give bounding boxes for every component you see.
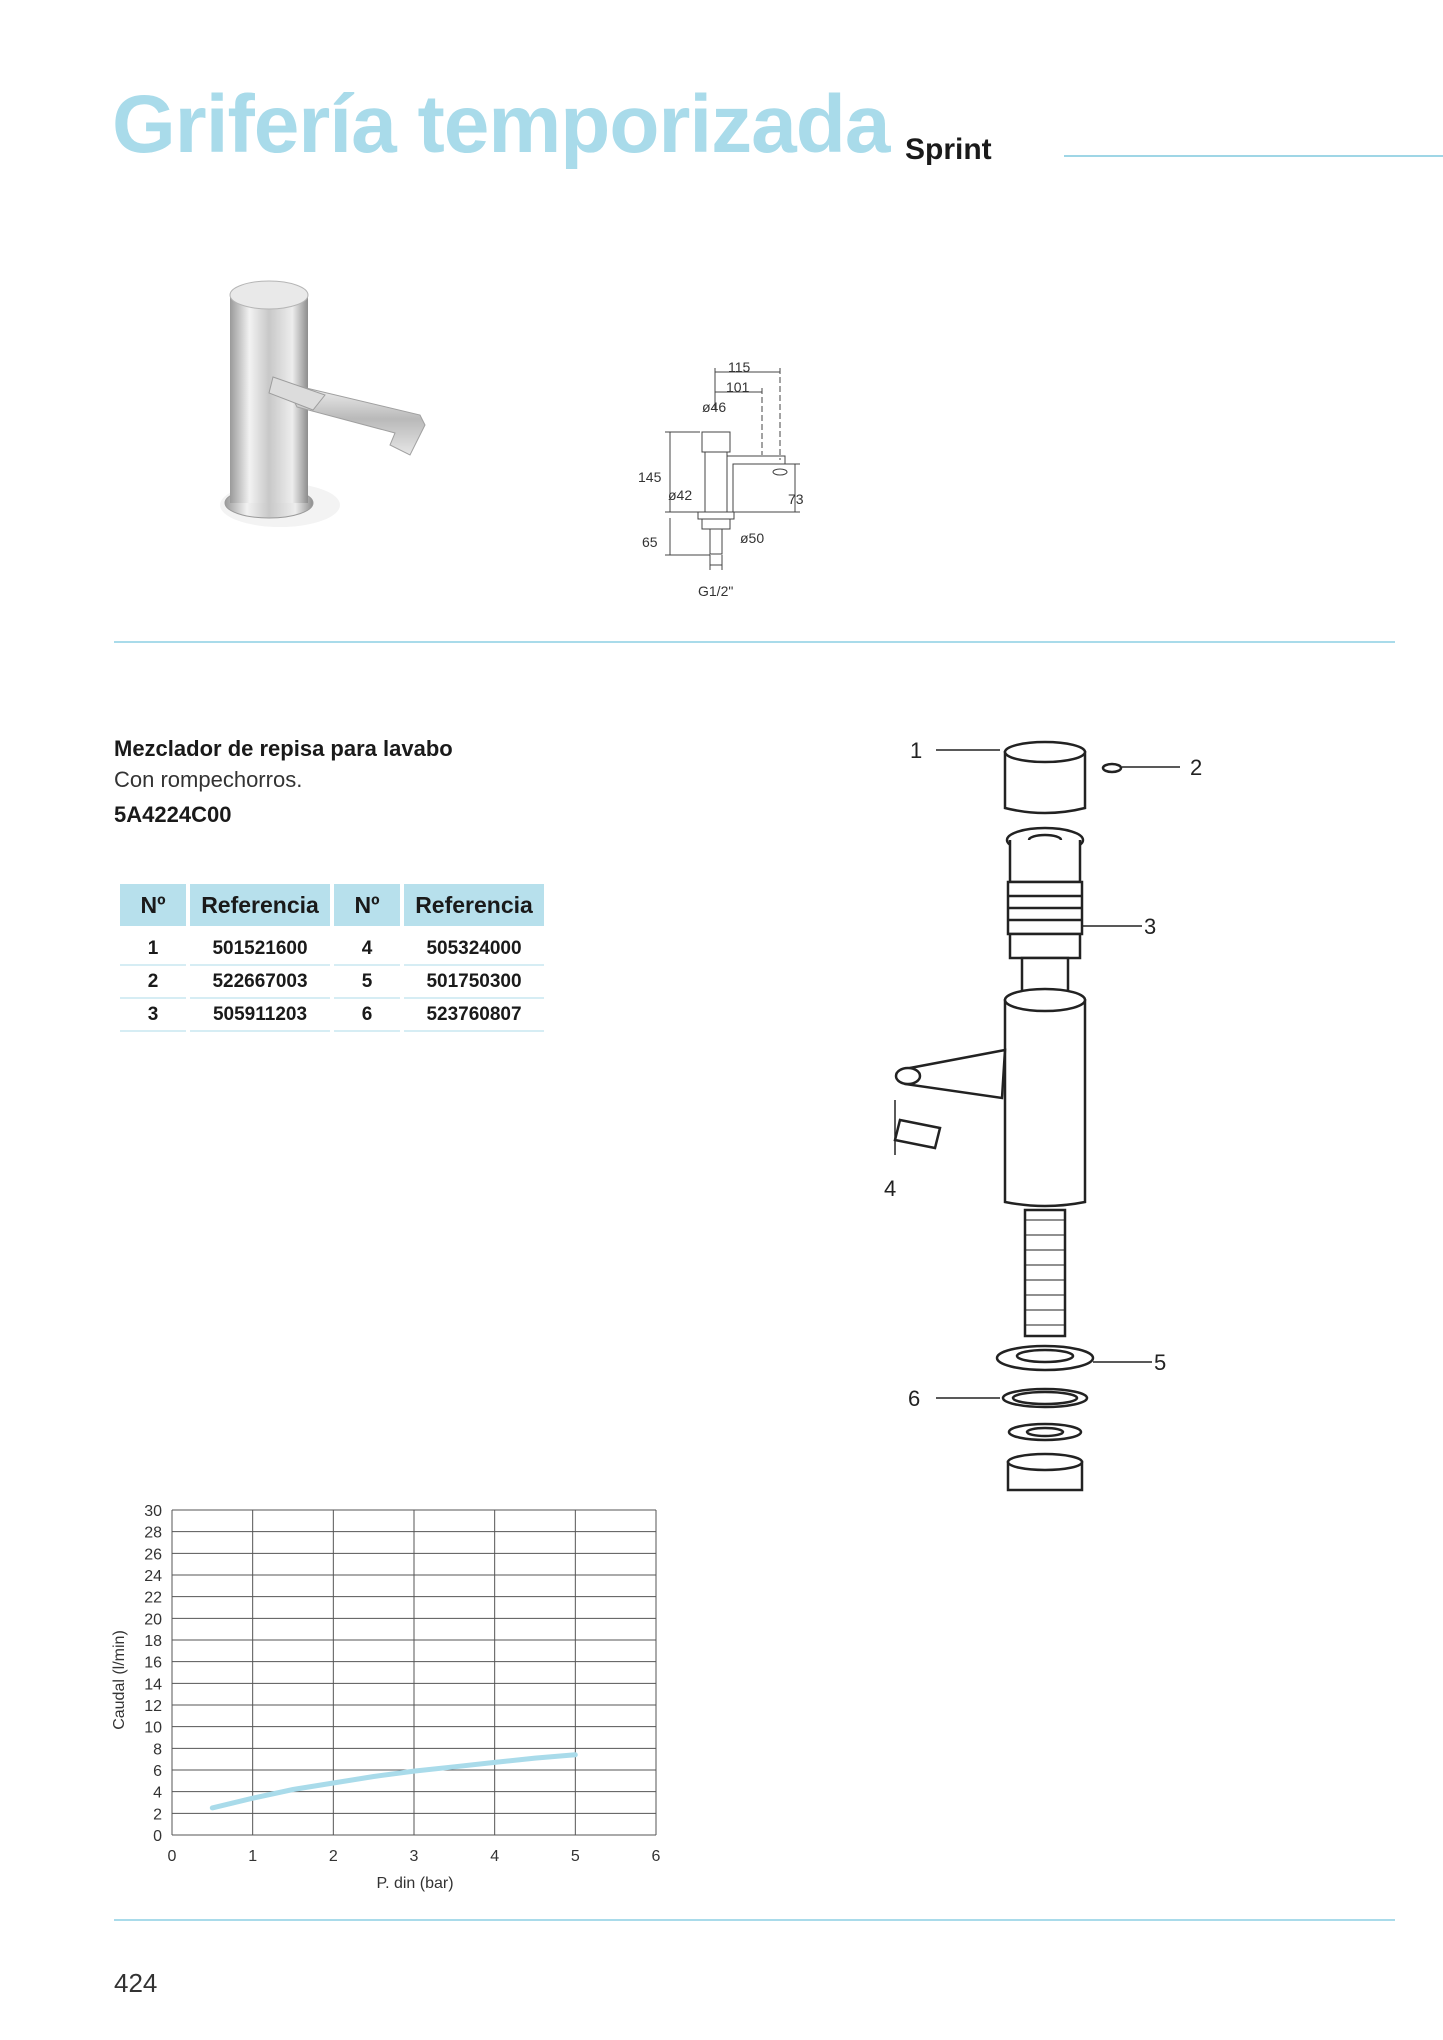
- y-tick-label: 18: [144, 1633, 162, 1650]
- callout-6: 6: [908, 1386, 921, 1411]
- product-photo: [185, 265, 445, 620]
- callout-2: 2: [1190, 755, 1203, 780]
- chart-x-axis-label: P. din (bar): [376, 1875, 454, 1892]
- dim-label-73: 73: [788, 491, 804, 507]
- dim-label-d46: ø46: [702, 399, 727, 415]
- flow-chart: [100, 1490, 680, 1910]
- part-reference: 501521600: [190, 926, 330, 966]
- dim-label-65: 65: [642, 534, 658, 550]
- footer-divider: [114, 1919, 1395, 1921]
- product-description: Con rompechorros.: [114, 767, 303, 792]
- dim-label-thread: G1/2": [698, 583, 734, 599]
- parts-table: [116, 884, 548, 1032]
- table-row: [120, 926, 544, 966]
- x-tick-label: 0: [167, 1848, 177, 1865]
- chart-grid: [172, 1510, 656, 1835]
- part-reference: 505911203: [190, 999, 330, 1032]
- part-number: 1: [120, 926, 186, 966]
- table-row: [120, 966, 544, 999]
- product-name: Mezclador de repisa para lavabo: [114, 736, 453, 761]
- y-tick-label: 8: [153, 1741, 162, 1759]
- part-reference: 523760807: [404, 999, 544, 1032]
- chart-series: [212, 1755, 575, 1808]
- dim-label-d50: ø50: [740, 530, 765, 546]
- chart-ticks: [144, 1503, 660, 1865]
- parts-table-header: [120, 884, 544, 926]
- header-ref: Referencia: [404, 884, 544, 926]
- part-reference: 522667003: [190, 966, 330, 999]
- dimension-drawing: [630, 360, 830, 605]
- callout-1: 1: [910, 738, 923, 763]
- y-tick-label: 6: [153, 1763, 162, 1780]
- x-tick-label: 6: [651, 1848, 661, 1865]
- product-code: 5A4224C00: [114, 802, 232, 827]
- title-rule: [1064, 155, 1443, 157]
- y-tick-label: 0: [153, 1828, 162, 1845]
- header-n: Nº: [334, 884, 400, 926]
- y-tick-label: 30: [144, 1503, 162, 1520]
- y-tick-label: 12: [144, 1698, 162, 1715]
- chart-y-axis-label: Caudal (l/min): [111, 1630, 128, 1730]
- y-tick-label: 28: [144, 1524, 162, 1542]
- dim-label-d42: ø42: [668, 487, 693, 503]
- callout-4: 4: [884, 1176, 897, 1201]
- page-number: 424: [114, 1968, 158, 1998]
- part-reference: 505324000: [404, 926, 544, 966]
- y-tick-label: 20: [144, 1611, 162, 1629]
- part-number: 5: [334, 966, 400, 999]
- callout-3: 3: [1144, 914, 1157, 939]
- callout-5: 5: [1154, 1350, 1167, 1375]
- x-tick-label: 5: [570, 1848, 580, 1865]
- x-tick-label: 2: [328, 1848, 338, 1865]
- flow-curve: [212, 1755, 575, 1808]
- part-reference: 501750300: [404, 966, 544, 999]
- y-tick-label: 24: [144, 1568, 162, 1585]
- part-number: 3: [120, 999, 186, 1032]
- table-row: [120, 999, 544, 1032]
- exploded-view-drawing: [860, 720, 1230, 1510]
- dim-label-115: 115: [728, 360, 751, 375]
- y-tick-label: 10: [144, 1719, 162, 1737]
- dim-label-101: 101: [726, 379, 750, 395]
- section-divider: [114, 641, 1395, 643]
- y-tick-label: 22: [144, 1589, 162, 1607]
- page-title: Grifería temporizada: [112, 79, 890, 170]
- y-tick-label: 16: [144, 1654, 162, 1672]
- y-tick-label: 26: [144, 1546, 162, 1564]
- dim-label-145: 145: [638, 469, 662, 485]
- part-number: 4: [334, 926, 400, 966]
- y-tick-label: 4: [153, 1784, 162, 1802]
- y-tick-label: 14: [144, 1676, 162, 1694]
- header-ref: Referencia: [190, 884, 330, 926]
- x-tick-label: 1: [248, 1848, 258, 1865]
- page-subtitle: Sprint: [905, 133, 992, 166]
- header-n: Nº: [120, 884, 186, 926]
- part-number: 2: [120, 966, 186, 999]
- part-number: 6: [334, 999, 400, 1032]
- x-tick-label: 4: [490, 1848, 500, 1865]
- y-tick-label: 2: [153, 1806, 162, 1824]
- x-tick-label: 3: [409, 1848, 419, 1865]
